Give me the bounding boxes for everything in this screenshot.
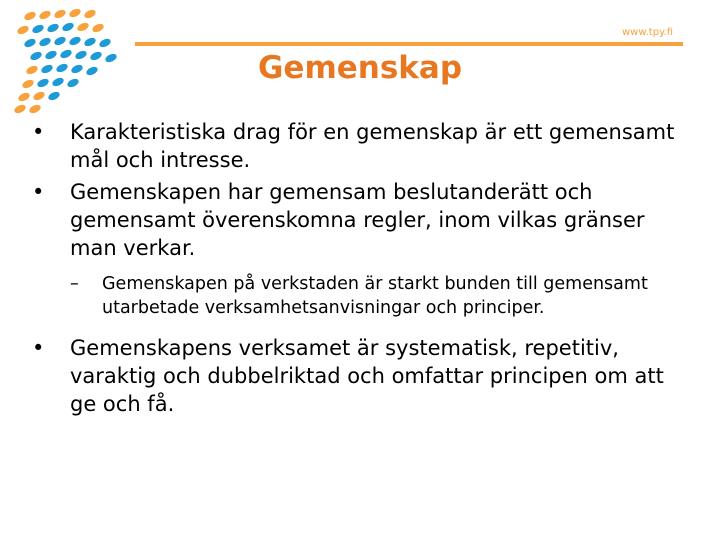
website-url: www.tpy.fi [622, 27, 674, 38]
logo-dot [46, 22, 60, 34]
logo-dot [23, 10, 37, 22]
logo-dot [91, 22, 105, 34]
logo-dot [28, 103, 42, 115]
sub-bullet-item [70, 272, 690, 320]
bullet-list [30, 118, 690, 422]
bullet-text: Gemenskapens verksamet är systematisk, repetitiv, varaktig och dubbelriktad och omfattar principen om att ge och få. [70, 336, 664, 416]
logo-dot [38, 36, 52, 48]
logo-dot [23, 37, 37, 49]
logo-dot [61, 21, 75, 33]
logo-dot [83, 8, 97, 20]
bullet-text: Karakteristiska drag för en gemenskap är ett gemensamt mål och intresse. [70, 120, 675, 172]
bullet-marker: • [32, 120, 45, 144]
sub-bullet-text: Gemenskapen på verkstaden är starkt bunden till gemensamt utarbetade verksamhetsanvisningar och principer. [102, 274, 648, 318]
logo-dot [13, 103, 27, 115]
logo-dot [53, 8, 67, 20]
header-rule [135, 42, 683, 46]
bullet-item [30, 334, 690, 418]
bullet-marker: • [32, 180, 45, 204]
logo-dot [83, 36, 97, 48]
logo-dot [53, 35, 67, 47]
logo-dot [32, 90, 46, 102]
logo-dot [31, 23, 45, 35]
logo-dot [98, 37, 112, 49]
slide-title: Gemenskap [257, 50, 463, 86]
logo-dot [68, 8, 82, 19]
logo-dot [76, 21, 90, 33]
logo-dot [17, 91, 31, 103]
logo-dot [68, 35, 82, 47]
dash-marker: – [70, 274, 79, 294]
bullet-item [30, 178, 690, 262]
logo-dot [16, 24, 30, 36]
bullet-marker: • [32, 336, 45, 360]
logo-dot [47, 90, 61, 102]
logo-dot [38, 9, 52, 21]
bullet-text: Gemenskapen har gemensam beslutanderätt och gemensamt överenskomna regler, inom vilkas gränser man verkar. [70, 180, 645, 260]
bullet-item [30, 118, 690, 174]
